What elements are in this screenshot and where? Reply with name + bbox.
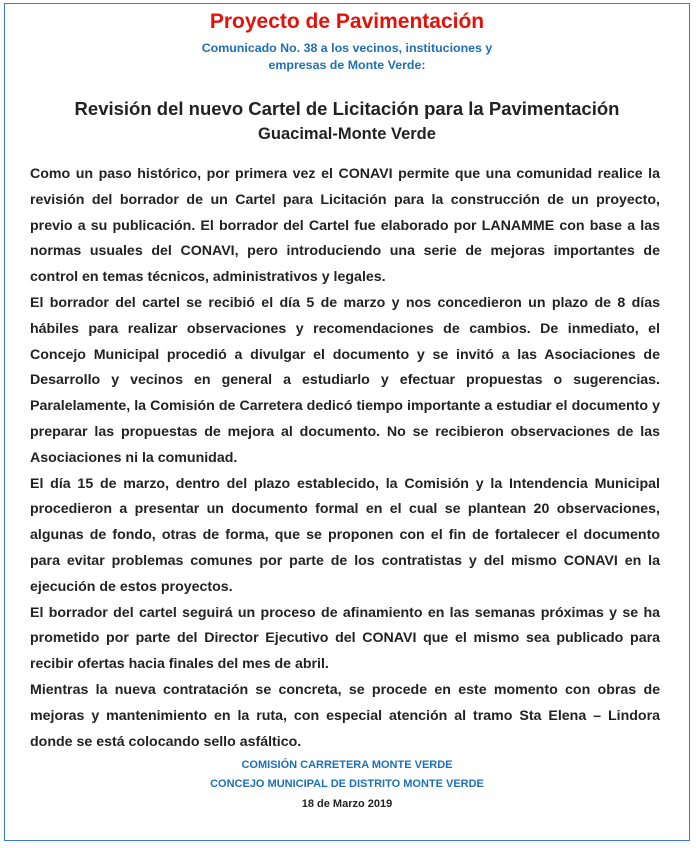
communique-subtitle-line1: Comunicado No. 38 a los vecinos, instituciones y (201, 41, 493, 55)
paragraph: Como un paso histórico, por primera vez el CONAVI permite que una comunidad realice la revisión del borrador de un Cartel para Licitación para la construcción de un proyecto, previo a su publicación. El borrador del Cartel fue elaborado por LANAMME con base a las normas usuales del CONAVI, pero introduciendo una serie de mejoras importantes de control en temas técnicos, administrativos y legales. (30, 166, 660, 286)
document-frame (4, 3, 690, 841)
paragraph: El borrador del cartel se recibió el día 5 de marzo y nos concedieron un plazo de 8 días hábiles para realizar observaciones y recomendaciones de cambios. De inmediato, el Concejo Municipal procedió a divulgar el documento y se invitó a las Asociaciones de Desarrollo y vecinos en general a estudiarlo y efectuar propuestas o sugerencias. Paralelamente, la Comisión de Carretera dedicó tiempo importante a estudiar el documento y preparar las propuestas de mejora al documento. No se recibieron observaciones de las Asociaciones ni la comunidad. (30, 294, 660, 466)
document-title: Proyecto de Pavimentación (209, 10, 485, 33)
article-subheading: Guacimal-Monte Verde (258, 125, 436, 143)
paragraph: El borrador del cartel seguirá un proceso de afinamiento en las semanas próximas y se ha prometido por parte del Director Ejecutivo del CONAVI que el mismo sea publicado para recibir ofertas hacia finales del mes de abril. (30, 604, 660, 673)
paragraph: El día 15 de marzo, dentro del plazo establecido, la Comisión y la Intendencia Municipal procedieron a presentar un documento formal en el cual se plantean 20 observaciones, algunas de fondo, otras de forma, que se proponen con el fin de fortalecer el documento para evitar problemas comunes por parte de los contratistas y del mismo CONAVI en la ejecución de estos proyectos. (30, 475, 660, 595)
communique-subtitle-line2: empresas de Monte Verde: (268, 58, 426, 72)
paragraph: Mientras la nueva contratación se concreta, se procede en este momento con obras de mejoras y mantenimiento en la ruta, con especial atención al tramo Sta Elena – Lindora donde se está colocando sello asfáltico. (30, 681, 660, 750)
article-body (30, 162, 660, 755)
article-heading: Revisión del nuevo Cartel de Licitación para la Pavimentación (74, 98, 620, 119)
footer-date: 18 de Marzo 2019 (301, 798, 393, 810)
footer-council: CONCEJO MUNICIPAL DE DISTRITO MONTE VERDE (210, 778, 484, 790)
footer-commission: COMISIÓN CARRETERA MONTE VERDE (241, 759, 453, 771)
